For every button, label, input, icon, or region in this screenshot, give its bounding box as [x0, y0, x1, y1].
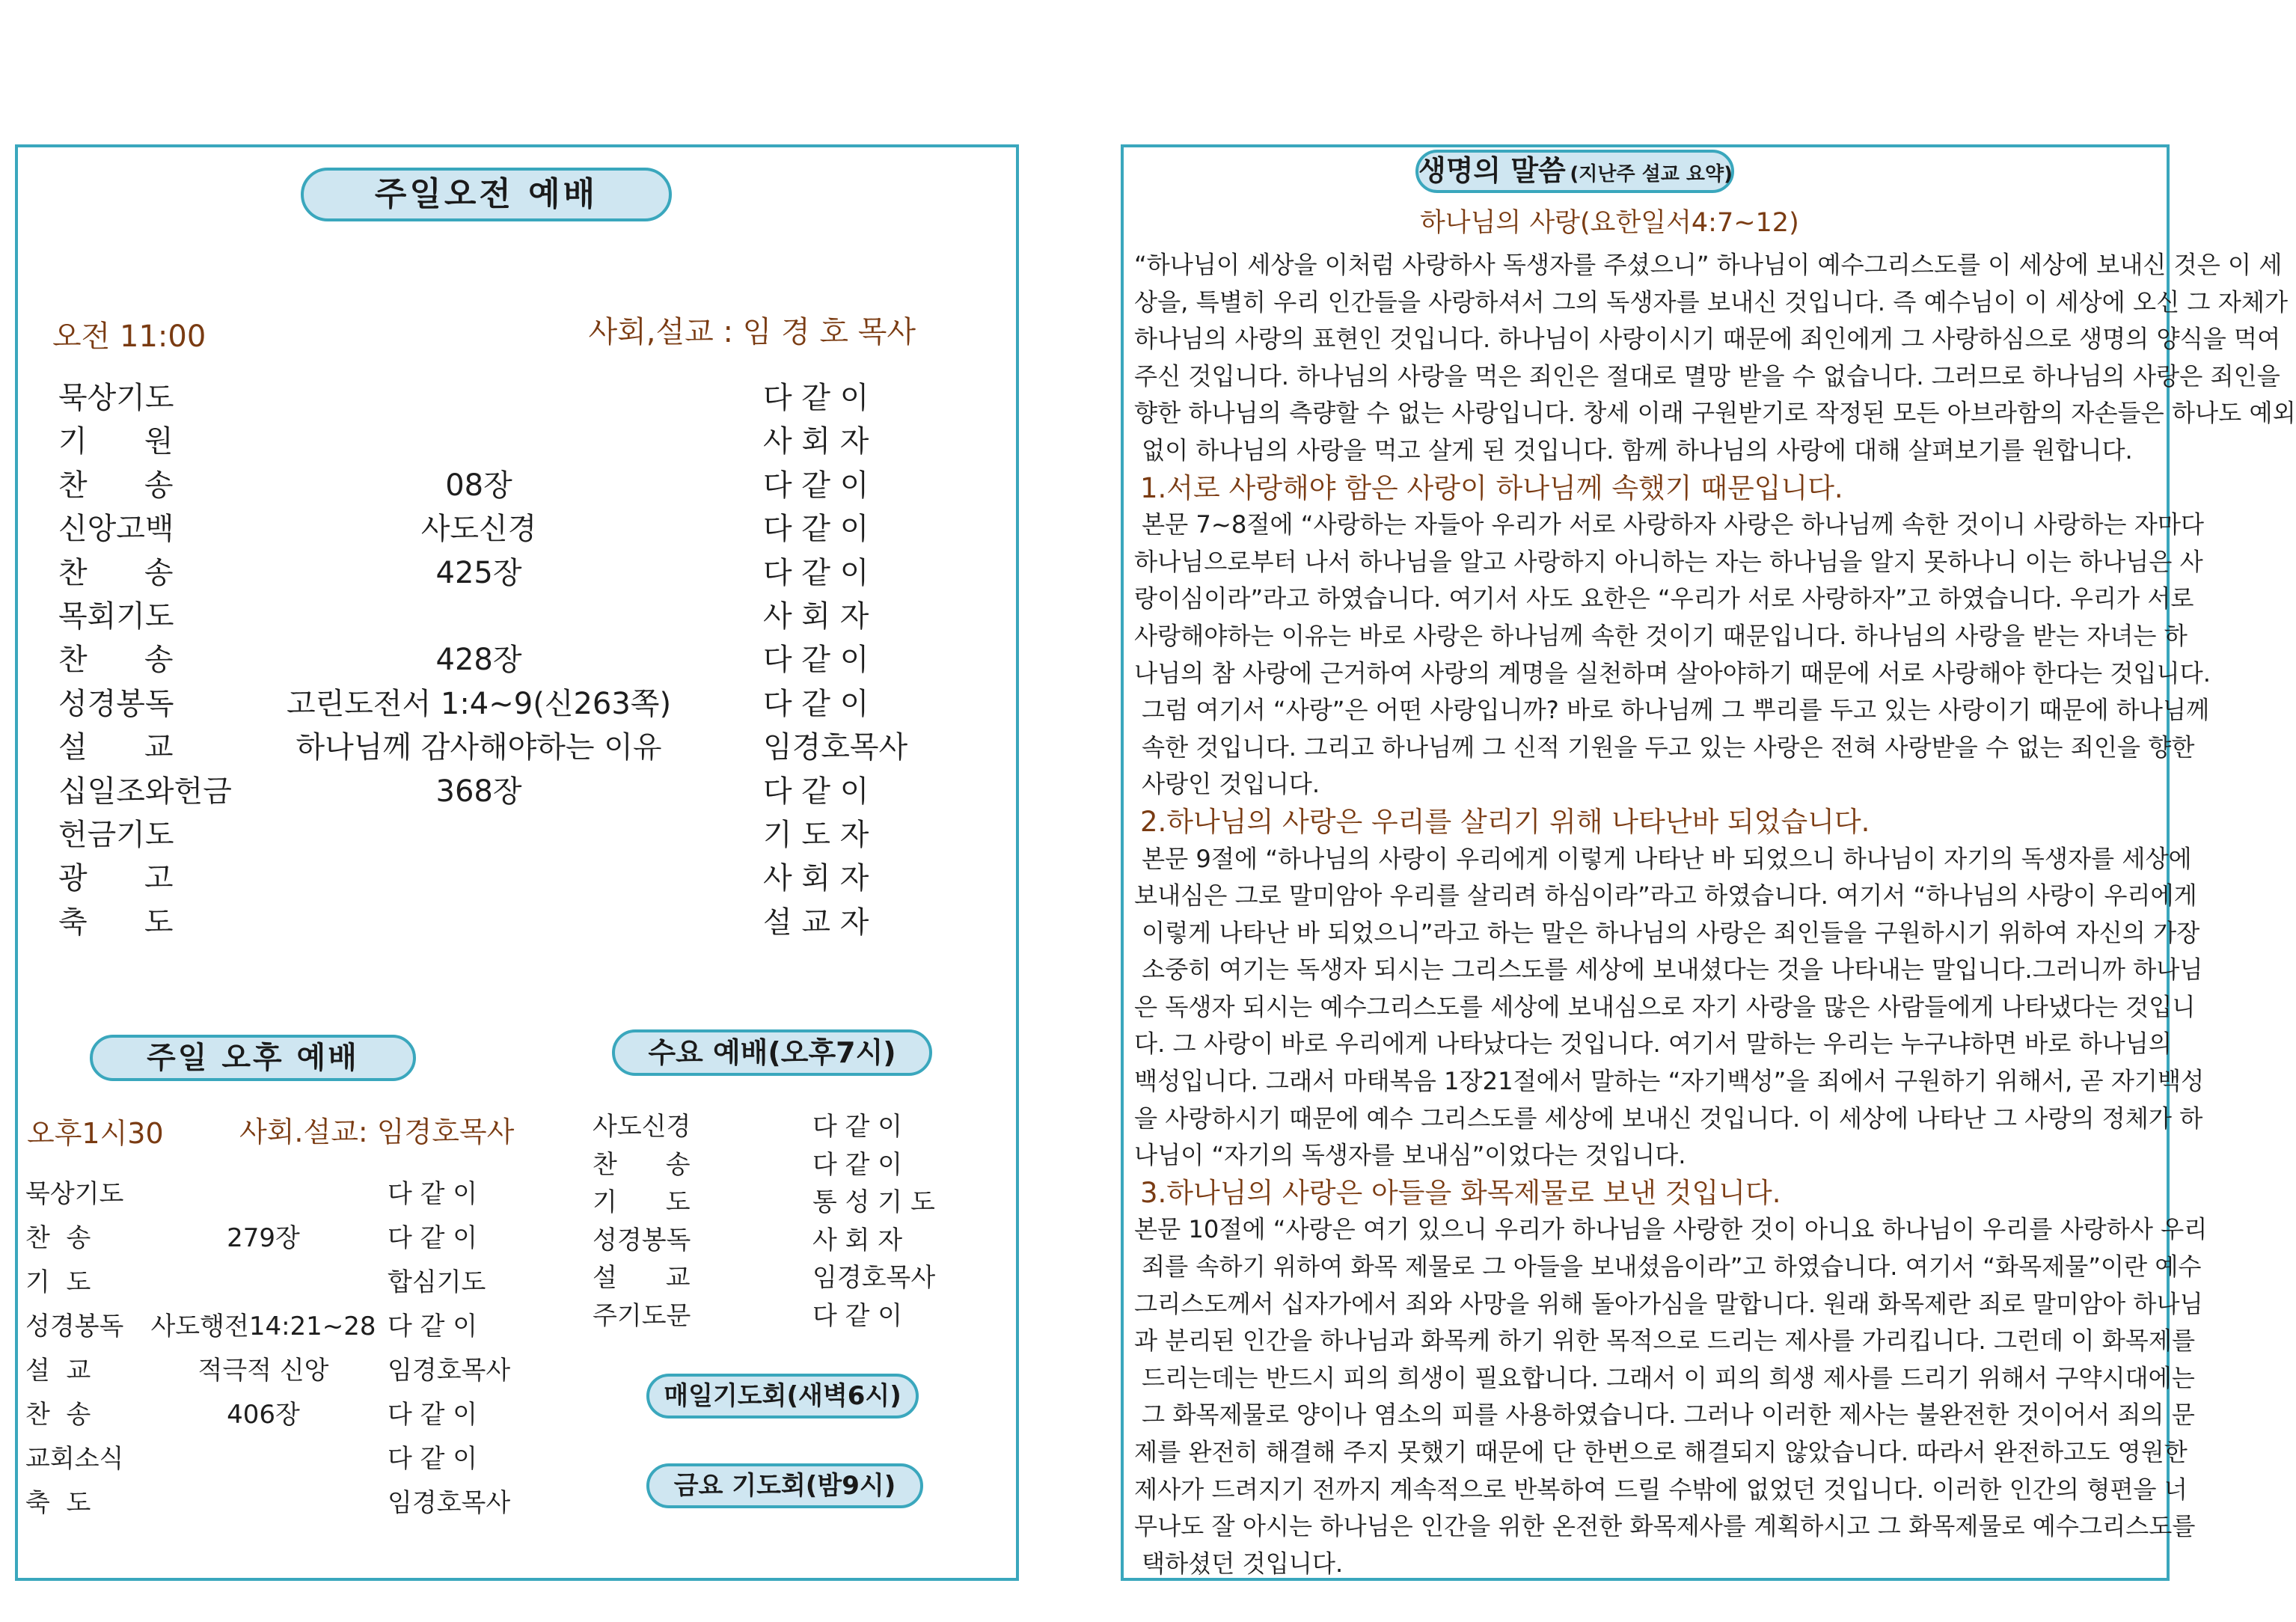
- sermon-line: 본문 9절에 “하나님의 사랑이 우리에게 이렇게 나타난 바 되었으니 하나님이 자기의 독생자를 세상에: [1142, 844, 2192, 873]
- order-person: 다 같 이: [388, 1400, 478, 1430]
- order-person: 다 같 이: [388, 1444, 478, 1474]
- order-content: 하나님께 감사해야하는 이유: [296, 730, 662, 765]
- order-person: 다 같 이: [763, 555, 869, 590]
- order-content: 279장: [227, 1223, 300, 1253]
- sermon-line: 백성입니다. 그래서 마태복음 1장21절에서 말하는 “자기백성”을 죄에서 구원하기 위해서, 곧 자기백성: [1134, 1067, 2205, 1096]
- morning-order-row: [0, 376, 1017, 420]
- afternoon-order-row: [0, 1436, 599, 1481]
- order-content: 사도행전14:21~28: [150, 1312, 376, 1341]
- order-item: 찬 송: [593, 1149, 691, 1180]
- morning-leader: 사회,설교 : 임 경 호 목사: [588, 315, 916, 349]
- order-person: 사 회 자: [763, 861, 869, 896]
- order-content: 368장: [435, 774, 522, 809]
- sermon-line: 랑이심이라”라고 하였습니다. 여기서 사도 요한은 “우리가 서로 사랑하자”고 하였습니다. 우리가 서로: [1134, 584, 2194, 613]
- morning-order-row: [0, 726, 1017, 769]
- sermon-heading: 1.서로 사랑해야 함은 사랑이 하나님께 속했기 때문입니다.: [1140, 471, 1843, 504]
- afternoon-service-title: 주일 오후 예배: [90, 1035, 416, 1081]
- sermon-subtitle: 하나님의 사랑(요한일서4:7~12): [1420, 208, 1799, 238]
- order-content: 사도신경: [420, 512, 537, 547]
- morning-order-row: [0, 595, 1017, 638]
- sermon-line: 주신 것입니다. 하나님의 사랑을 먹은 죄인은 절대로 멸망 받을 수 없습니다. 그러므로 하나님의 사랑은 죄인을: [1134, 361, 2280, 391]
- morning-order-row: [0, 857, 1017, 900]
- order-person: 임경호목사: [388, 1488, 511, 1518]
- sermon-line: 하나님으로부터 나서 하나님을 알고 사랑하지 아니하는 자는 하나님을 알지 못하나니 이는 하나님은 사: [1134, 547, 2203, 576]
- morning-order-row: [0, 770, 1017, 813]
- order-item: 찬 송: [58, 555, 174, 590]
- sermon-line: 제사가 드려지기 전까지 계속적으로 반복하여 드릴 수밖에 없었던 것입니다. 이러한 인간의 형편을 너: [1134, 1475, 2188, 1504]
- order-person: 다 같 이: [763, 468, 869, 503]
- order-item: 헌금기도: [58, 818, 174, 852]
- order-item: 찬 송: [25, 1223, 91, 1253]
- sermon-line: “하나님이 세상을 이처럼 사랑하사 독생자를 주셨으니” 하나님이 예수그리스도를 이 세상에 보내신 것은 이 세: [1134, 251, 2283, 279]
- morning-order-row: [0, 682, 1017, 726]
- order-person: 사 회 자: [763, 424, 869, 459]
- sermon-line: 을 사랑하시기 때문에 예수 그리스도를 세상에 보내신 것입니다. 이 세상에 나타난 그 사랑의 정체가 하: [1134, 1104, 2203, 1133]
- order-item: 찬 송: [58, 468, 174, 503]
- order-item: 묵상기도: [58, 381, 174, 415]
- morning-time: 오전 11:00: [52, 319, 206, 354]
- morning-order-row: [0, 813, 1017, 857]
- sermon-header: [1415, 150, 1734, 193]
- sermon-line: 그럼 여기서 “사랑”은 어떤 사랑입니까? 바로 하나님께 그 뿌리를 두고 있는 사랑이기 때문에 하나님께: [1142, 696, 2210, 725]
- friday-prayer-badge: 금요 기도회(밤9시): [646, 1463, 923, 1508]
- morning-service-title: 주일오전 예배: [301, 168, 672, 221]
- order-person: 사 회 자: [763, 599, 869, 634]
- order-item: 십일조와헌금: [58, 774, 232, 809]
- sermon-line: 소중히 여기는 독생자 되시는 그리스도를 세상에 보내셨다는 것을 나타내는 말입니다.그러니까 하나님: [1142, 955, 2203, 985]
- sermon-line: 향한 하나님의 측량할 수 없는 사랑입니다. 창세 이래 구원받기로 작정된 모든 아브라함의 자손들은 하나도 예외: [1134, 399, 2296, 428]
- order-person: 통 성 기 도: [812, 1187, 935, 1217]
- sermon-line: 제를 완전히 해결해 주지 못했기 때문에 단 한번으로 해결되지 않았습니다. 따라서 완전하고도 영원한: [1134, 1438, 2188, 1466]
- order-person: 다 같 이: [812, 1149, 903, 1180]
- order-person: 사 회 자: [812, 1225, 903, 1255]
- sermon-line: 택하셨던 것입니다.: [1142, 1549, 1344, 1578]
- sermon-line: 그리스도께서 십자가에서 죄와 사망을 위해 돌아가심을 말합니다. 원래 화목제란 죄로 말미암아 하나님: [1134, 1289, 2203, 1318]
- afternoon-leader: 사회.설교: 임경호목사: [239, 1115, 515, 1148]
- morning-order-row: [0, 551, 1017, 595]
- order-item: 성경봉독: [25, 1312, 124, 1341]
- order-item: 목회기도: [58, 599, 174, 634]
- order-item: 설 교: [593, 1263, 691, 1293]
- afternoon-order-row: [0, 1481, 599, 1525]
- sermon-line: 드리는데는 반드시 피의 희생이 필요합니다. 그래서 이 피의 희생 제사를 드리기 위해서 구약시대에는: [1142, 1363, 2195, 1392]
- sermon-line: 다. 그 사랑이 바로 우리에게 나타났다는 것입니다. 여기서 말하는 우리는 누구냐하면 바로 하나님의: [1134, 1029, 2172, 1059]
- order-person: 다 같 이: [812, 1112, 903, 1142]
- order-person: 임경호목사: [388, 1356, 511, 1386]
- sermon-heading: 2.하나님의 사랑은 우리를 살리기 위해 나타난바 되었습니다.: [1140, 805, 1870, 838]
- order-person: 다 같 이: [388, 1312, 478, 1341]
- order-item: 묵상기도: [25, 1179, 124, 1209]
- order-person: 다 같 이: [388, 1179, 478, 1209]
- sermon-line: 나님의 참 사랑에 근거하여 사랑의 계명을 실천하며 살아야하기 때문에 서로 사랑해야 한다는 것입니다.: [1134, 658, 2211, 688]
- morning-order-row: [0, 507, 1017, 551]
- order-person: 임경호목사: [763, 730, 908, 765]
- order-person: 설 교 자: [763, 905, 869, 940]
- order-person: 임경호목사: [812, 1263, 936, 1293]
- sermon-line: 상을, 특별히 우리 인간들을 사랑하셔서 그의 독생자를 보내신 것입니다. 즉 예수님이 이 세상에 오신 그 자체가: [1134, 287, 2289, 316]
- order-item: 성경봉독: [58, 686, 174, 721]
- morning-order-row: [0, 901, 1017, 944]
- order-item: 찬 송: [25, 1400, 91, 1430]
- order-person: 다 같 이: [812, 1300, 903, 1331]
- order-item: 설 교: [58, 730, 174, 765]
- sermon-heading: 3.하나님의 사랑은 아들을 화목제물로 보낸 것입니다.: [1140, 1176, 1781, 1209]
- sermon-line: 본문 10절에 “사랑은 여기 있으니 우리가 하나님을 사랑한 것이 아니요 하나님이 우리를 사랑하사 우리: [1134, 1215, 2208, 1244]
- sermon-header-note: (지난주 설교 요약): [1570, 163, 1733, 186]
- order-item: 사도신경: [593, 1112, 691, 1142]
- order-person: 기 도 자: [763, 818, 869, 852]
- order-item: 교회소식: [25, 1444, 124, 1474]
- order-person: 다 같 이: [763, 643, 869, 678]
- morning-order-row: [0, 464, 1017, 507]
- sermon-line: 사랑해야하는 이유는 바로 사랑은 하나님께 속한 것이기 때문입니다. 하나님의 사랑을 받는 자녀는 하: [1134, 621, 2188, 650]
- sermon-line: 무나도 잘 아시는 하나님은 인간을 위한 온전한 화목제사를 계획하시고 그 화목제물로 예수그리스도를: [1134, 1512, 2196, 1541]
- sermon-line: 이렇게 나타난 바 되었으니”라고 하는 말은 하나님의 사랑은 죄인들을 구원하시기 위하여 자신의 가장: [1142, 918, 2200, 947]
- sermon-body: [1134, 247, 2296, 1582]
- sermon-line: 없이 하나님의 사랑을 먹고 살게 된 것입니다. 함께 하나님의 사랑에 대해 살펴보기를 원합니다.: [1142, 435, 2133, 465]
- sermon-line: 그 화목제물로 양이나 염소의 피를 사용하였습니다. 그러나 이러한 제사는 불완전한 것이어서 죄의 문: [1142, 1401, 2195, 1430]
- order-item: 광 고: [58, 861, 174, 896]
- wednesday-service-title: 수요 예배(오후7시): [612, 1029, 932, 1076]
- order-item: 찬 송: [58, 643, 174, 678]
- order-content: 08장: [445, 468, 512, 503]
- order-content: 고린도전서 1:4~9(신263쪽): [286, 686, 672, 721]
- wednesday-order-row: [0, 1294, 1002, 1338]
- sermon-line: 사랑인 것입니다.: [1142, 770, 1320, 799]
- daily-prayer-badge: 매일기도회(새벽6시): [646, 1374, 919, 1419]
- order-item: 기 원: [58, 424, 174, 459]
- order-content: 425장: [435, 555, 522, 590]
- order-item: 주기도문: [593, 1300, 691, 1331]
- order-person: 다 같 이: [763, 774, 869, 809]
- sermon-line: 하나님의 사랑의 표현인 것입니다. 하나님이 사랑이시기 때문에 죄인에게 그 사랑하심으로 생명의 양식을 먹여: [1134, 325, 2281, 354]
- afternoon-time: 오후1시30: [27, 1117, 164, 1150]
- order-person: 다 같 이: [763, 686, 869, 721]
- order-content: 406장: [227, 1400, 300, 1430]
- order-person: 다 같 이: [388, 1223, 478, 1253]
- morning-order-row: [0, 420, 1017, 463]
- sermon-line: 은 독생자 되시는 예수그리스도를 세상에 보내심으로 자기 사랑을 많은 사람들에게 나타냈다는 것입니: [1134, 992, 2196, 1021]
- morning-order-row: [0, 638, 1017, 682]
- sermon-line: 나님이 “자기의 독생자를 보내심”이었다는 것입니다.: [1134, 1141, 1686, 1170]
- order-content: 428장: [435, 643, 522, 678]
- order-person: 다 같 이: [763, 381, 869, 415]
- sermon-line: 보내심은 그로 말미암아 우리를 살리려 하심이라”라고 하였습니다. 여기서 “하나님의 사랑이 우리에게: [1134, 881, 2197, 911]
- sermon-line: 속한 것입니다. 그리고 하나님께 그 신적 기원을 두고 있는 사랑은 전혀 사랑받을 수 없는 죄인을 향한: [1142, 732, 2195, 762]
- order-item: 설 교: [25, 1356, 91, 1386]
- order-item: 기 도: [25, 1267, 91, 1297]
- order-item: 기 도: [593, 1187, 691, 1217]
- order-item: 축 도: [58, 905, 174, 940]
- order-item: 성경봉독: [593, 1225, 691, 1255]
- order-person: 다 같 이: [763, 512, 869, 547]
- order-content: 적극적 신앙: [198, 1356, 329, 1386]
- order-item: 축 도: [25, 1488, 91, 1518]
- order-item: 신앙고백: [58, 512, 174, 547]
- afternoon-order-row: [0, 1392, 599, 1437]
- sermon-line: 과 분리된 인간을 하나님과 화목케 하기 위한 목적으로 드리는 제사를 가리킵니다. 그런데 이 화목제를: [1134, 1326, 2196, 1356]
- sermon-line: 죄를 속하기 위하여 화목 제물로 그 아들을 보내셨음이라”고 하였습니다. 여기서 “화목제물”이란 예수: [1142, 1252, 2202, 1282]
- order-person: 합심기도: [388, 1267, 486, 1297]
- sermon-line: 본문 7~8절에 “사랑하는 자들아 우리가 서로 사랑하자 사랑은 하나님께 속한 것이니 사랑하는 자마다: [1142, 510, 2205, 539]
- sermon-header-title: 생명의 말씀: [1418, 154, 1566, 187]
- afternoon-order-row: [0, 1348, 599, 1393]
